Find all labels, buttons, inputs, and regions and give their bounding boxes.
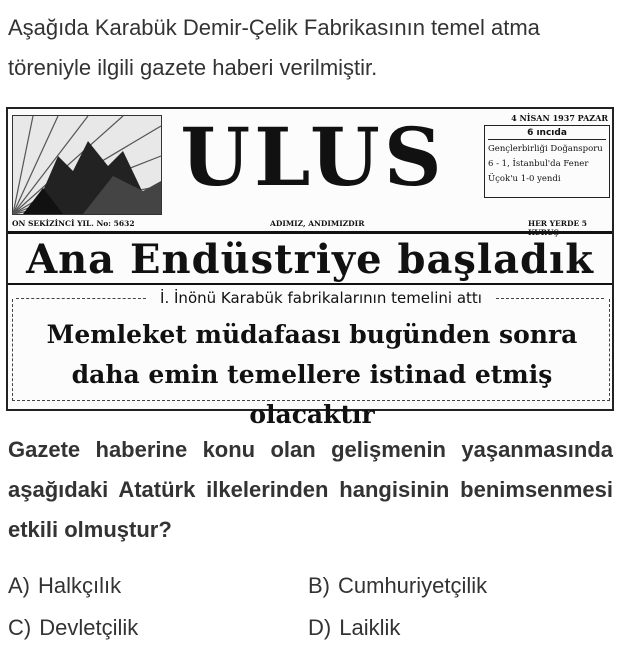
option-letter: A) — [8, 573, 30, 598]
dashed-rule-left — [16, 298, 146, 299]
option-text: Cumhuriyetçilik — [338, 573, 488, 598]
headline-rule — [8, 283, 612, 285]
question-intro: Aşağıda Karabük Demir-Çelik Fabrikasının temel atma töreniyle ilgili gazete haberi verilmiştir. — [8, 15, 540, 80]
option-letter: C) — [8, 615, 32, 640]
option-letter: B) — [308, 573, 330, 598]
deck-headline: Memleket müdafaası bugünden sonra daha emin temellere istinad etmiş olacaktır — [46, 320, 578, 429]
subhead: İ. İnönü Karabük fabrikalarının temelini attı — [146, 287, 496, 309]
option-text: Laiklik — [339, 615, 401, 640]
headline: Ana Endüstriye başladık — [26, 236, 594, 283]
option-b[interactable] — [308, 566, 487, 606]
option-a[interactable] — [8, 566, 121, 606]
option-letter: D) — [308, 615, 332, 640]
newspaper-masthead — [8, 109, 612, 217]
teaser-text: Gençlerbirliği Doğansporu 6 - 1, İstanbul'da Fener Üçok'u 1-0 yendi — [488, 144, 603, 184]
option-c[interactable] — [8, 608, 138, 648]
price: HER YERDE 5 — [528, 219, 588, 228]
newspaper-name: ULUS — [180, 110, 446, 204]
motto: ADIMIZ, ANDIMIZDIR — [270, 219, 365, 228]
subhead-row — [16, 287, 604, 309]
question-text: Gazete haberine konu olan gelişmenin yaşanmasında aşağıdaki Atatürk ilkelerinden hangisinin benimsenmesi etkili olmuştur? — [8, 437, 613, 542]
option-text: Devletçilik — [39, 615, 139, 640]
issue-date: 4 NİSAN 1937 PAZAR — [511, 113, 608, 123]
newspaper-clipping — [6, 107, 614, 429]
masthead-emblem-icon — [12, 115, 162, 215]
year-number: ON SEKİZİNCİ YIL. No: 5632 — [12, 219, 135, 228]
info-strip — [8, 217, 612, 231]
teaser-kicker: 6 ıncıda — [488, 128, 606, 140]
option-text: Halkçılık — [38, 573, 122, 598]
teaser-box — [484, 125, 610, 198]
dashed-rule-right — [496, 298, 604, 299]
option-d[interactable] — [308, 608, 400, 648]
divider — [8, 231, 612, 234]
